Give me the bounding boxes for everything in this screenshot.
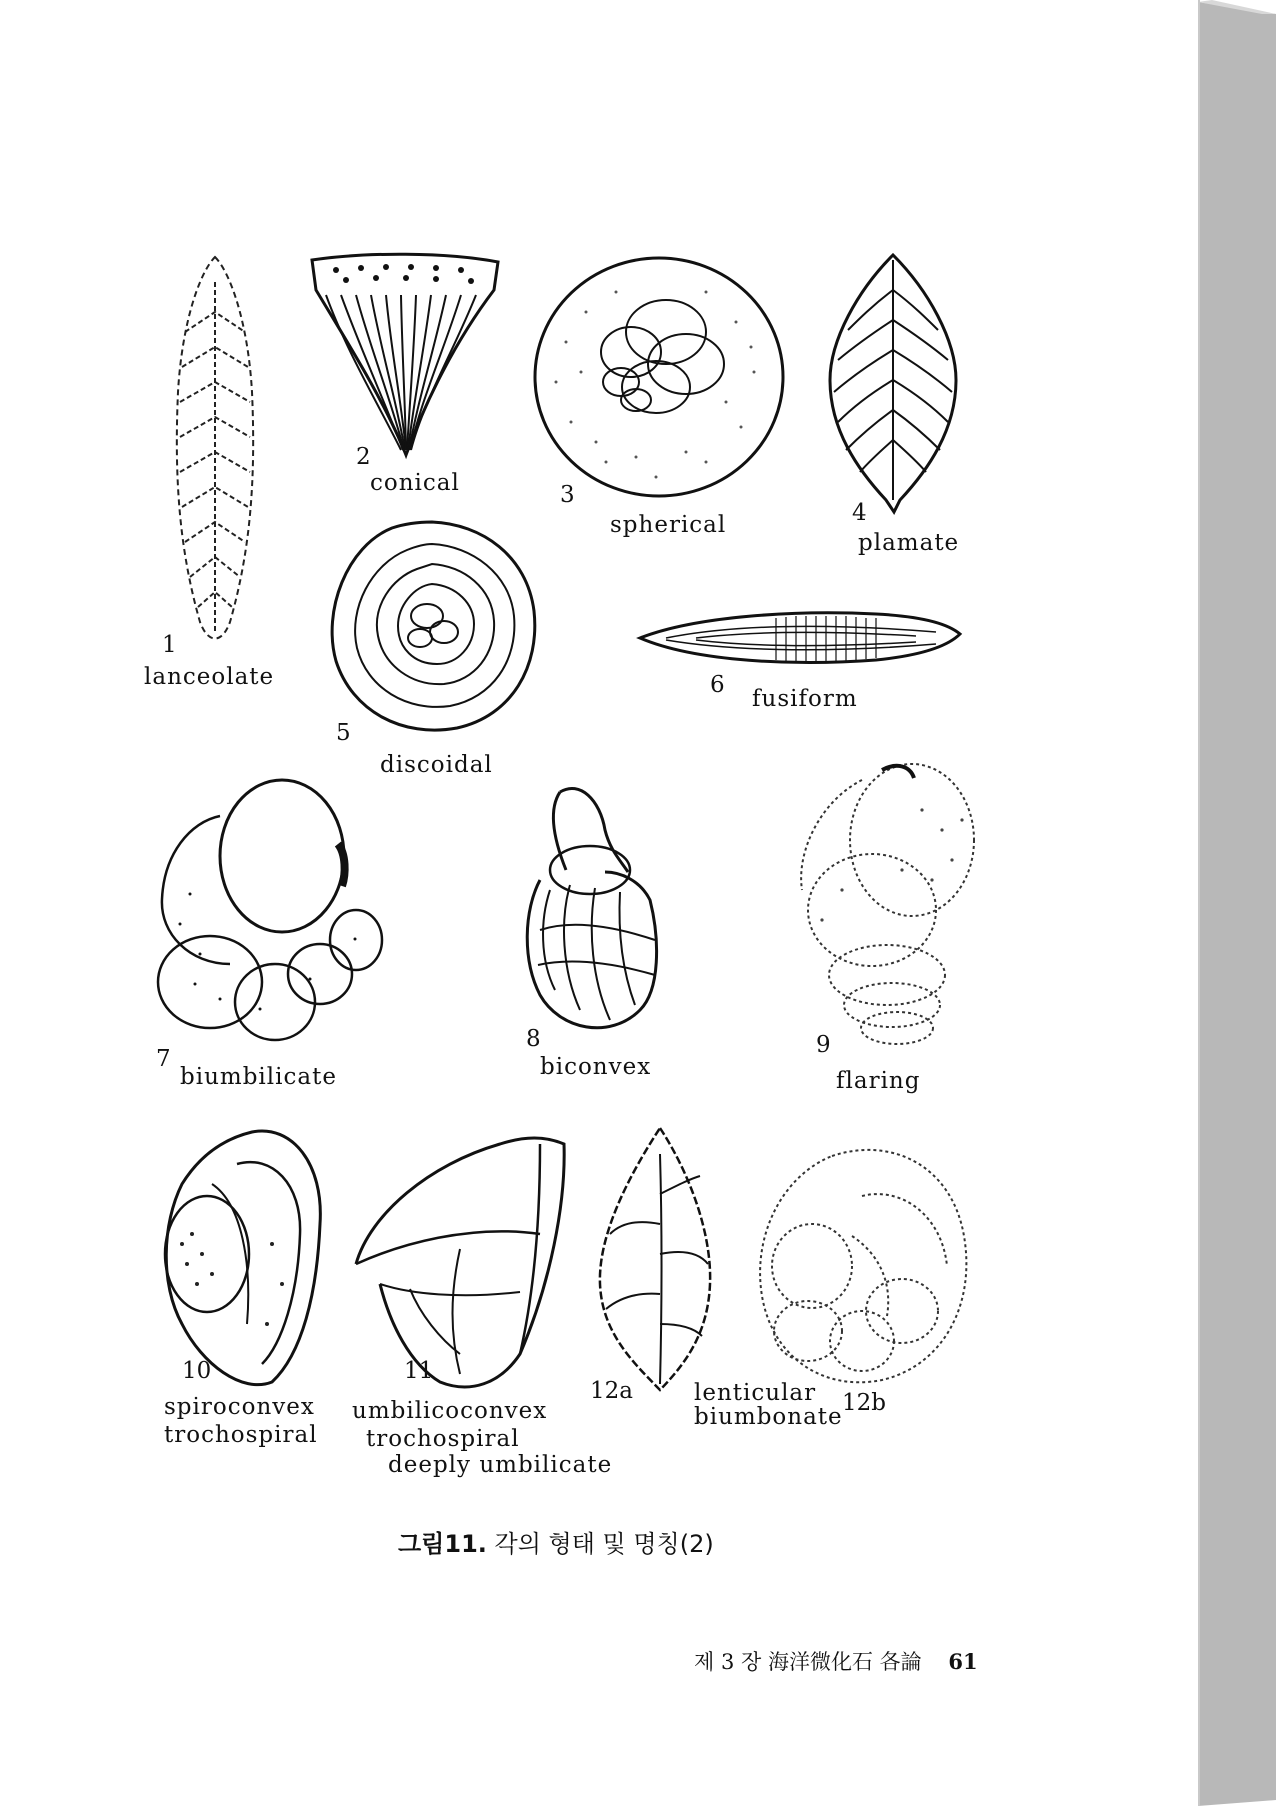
- figure-9-number: 9: [816, 1032, 831, 1058]
- figure-4-label: plamate: [858, 530, 960, 556]
- figure-caption-text: 각의 형태 및 명칭(2): [494, 1530, 714, 1558]
- figure-11-number: 11: [404, 1358, 434, 1384]
- figure-8-label: biconvex: [540, 1054, 652, 1080]
- figure-5-discoidal-drawing: [322, 516, 542, 738]
- figure-11-label-line1: umbilicoconvex: [352, 1398, 548, 1424]
- figure-3-spherical-drawing: [526, 252, 792, 502]
- figure-1-number: 1: [162, 632, 177, 658]
- figure-12a-drawing: [590, 1124, 720, 1394]
- figure-9-flaring-drawing: [782, 760, 990, 1050]
- figure-3-label: spherical: [610, 512, 727, 538]
- figure-11-umbilicoconvex-drawing: [350, 1124, 574, 1398]
- page-number: 61: [948, 1649, 978, 1674]
- figure-11-label-line3: deeply umbilicate: [388, 1452, 613, 1478]
- figure-4-number: 4: [852, 500, 867, 526]
- figure-12b-number: 12b: [842, 1390, 886, 1416]
- figure-12a-label-line1: lenticular: [694, 1380, 817, 1406]
- figure-caption-label: 그림11.: [398, 1530, 487, 1558]
- figure-5-label: discoidal: [380, 752, 493, 778]
- chapter-header: 제 3 장 海洋微化石 各論: [694, 1650, 922, 1674]
- figure-7-biumbilicate-drawing: [150, 774, 386, 1060]
- figure-3-number: 3: [560, 482, 575, 508]
- figure-12b-drawing: [752, 1136, 978, 1392]
- page-footer: [694, 1646, 978, 1676]
- figure-6-fusiform-drawing: [636, 604, 964, 672]
- figure-8-biconvex-drawing: [510, 780, 670, 1050]
- figure-4-plamate-drawing: [818, 250, 968, 520]
- figure-2-conical-drawing: [306, 250, 506, 460]
- figure-5-number: 5: [336, 720, 351, 746]
- figure-12a-number: 12a: [590, 1378, 633, 1404]
- figure-2-label: conical: [370, 470, 460, 496]
- figure-6-label: fusiform: [752, 686, 858, 712]
- figure-10-spiroconvex-drawing: [152, 1124, 328, 1390]
- figure-2-number: 2: [356, 444, 371, 470]
- figure-caption: [398, 1524, 714, 1559]
- figure-7-label: biumbilicate: [180, 1064, 337, 1090]
- figure-1-lanceolate-drawing: [160, 252, 270, 652]
- figure-10-label-line2: trochospiral: [164, 1422, 318, 1448]
- figure-7-number: 7: [156, 1046, 171, 1072]
- figure-12a-label-line2: biumbonate: [694, 1404, 843, 1430]
- figure-10-number: 10: [182, 1358, 212, 1384]
- figure-9-label: flaring: [836, 1068, 921, 1094]
- figure-11-label-line2: trochospiral: [366, 1426, 520, 1452]
- figure-6-number: 6: [710, 672, 725, 698]
- figure-10-label-line1: spiroconvex: [164, 1394, 315, 1420]
- figure-8-number: 8: [526, 1026, 541, 1052]
- figure-1-label: lanceolate: [144, 664, 275, 690]
